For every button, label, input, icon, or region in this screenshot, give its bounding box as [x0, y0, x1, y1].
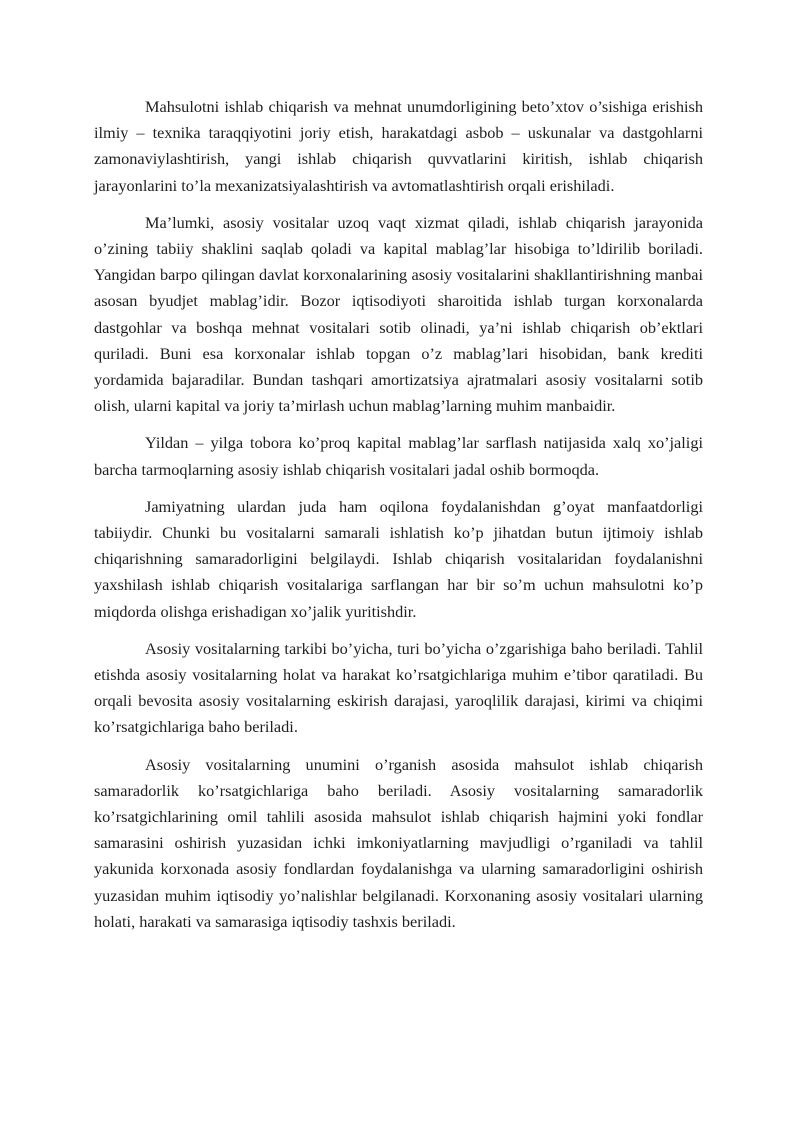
paragraph-2: Ma’lumki, asosiy vositalar uzoq vaqt xizmat qiladi, ishlab chiqarish jarayonida o’zining tabiiy shaklini saqlab qoladi va kapital mablag’lar hisobiga to’ldirilib boriladi. Yangidan barpo qilingan davlat korxonalarining asosiy vositalarini shakllantirishning manbai asosan byudjet mablag’idir. Bozor iqtisodiyoti sharoitida ishlab turgan korxonalarda dastgohlar va boshqa mehnat vositalari sotib olinadi, ya’ni ishlab chiqarish ob’ektlari quriladi. Buni esa korxonalar ishlab topgan o’z mablag’lari hisobidan, bank krediti yordamida bajaradilar. Bundan tashqari amortizatsiya ajratmalari asosiy vositalarni sotib olish, ularni kapital va joriy ta’mirlash uchun mablag’larning muhim manbaidir. — [94, 212, 703, 416]
paragraph-1: Mahsulotni ishlab chiqarish va mehnat unumdorligining beto’xtov o’sishiga erishish ilmiy – texnika taraqqiyotini joriy etish, harakatdagi asbob – uskunalar va dastgohlarni zamonaviylashtirish, yangi ishlab chiqarish quvvatlarini kiritish, ishlab chiqarish jarayonlarini to’la mexanizatsiyalashtirish va avtomatlashtirish orqali erishiladi. — [94, 97, 703, 195]
paragraph-5: Asosiy vositalarning tarkibi bo’yicha, turi bo’yicha o’zgarishiga baho beriladi. Tahlil etishda asosiy vositalarning holat va harakat ko’rsatgichlariga muhim e’tibor qaratiladi. Bu orqali bevosita asosiy vositalarning eskirish darajasi, yaroqlilik darajasi, kirimi va chiqimi ko’rsatgichlariga baho beriladi. — [94, 638, 703, 737]
paragraph-6: Asosiy vositalarning unumini o’rganish asosida mahsulot ishlab chiqarish samaradorlik ko’rsatgichlariga baho beriladi. Asosiy vositalarning samaradorlik ko’rsatgichlarining omil tahlili asosida mahsulot ishlab chiqarish hajmini yoki fondlar samarasini oshirish yuzasidan ichki imkoniyatlarning mavjudligi o’rganiladi va tahlil yakunida korxonada asosiy fondlardan foydalanishga va ularning samaradorligini oshirish yuzasidan muhim iqtisodiy yo’nalishlar belgilanadi. Korxonaning asosiy vositalari ularning holati, harakati va samarasiga iqtisodiy tashxis beriladi. — [94, 754, 703, 931]
paragraph-3: Yildan – yilga tobora ko’proq kapital mablag’lar sarflash natijasida xalq xo’jaligi barcha tarmoqlarning asosiy ishlab chiqarish vositalari jadal oshib bormoqda. — [94, 433, 703, 479]
paragraph-4: Jamiyatning ulardan juda ham oqilona foydalanishdan g’oyat manfaatdorligi tabiiydir. Chunki bu vositalarni samarali ishlatish ko’p jihatdan butun ijtimoiy ishlab chiqarishning samaradorligini belgilaydi. Ishlab chiqarish vositalaridan foydalanishni yaxshilash ishlab chiqarish vositalariga sarflangan har bir so’m uchun mahsulotni ko’p miqdorda olishga erishadigan xo’jalik yuritishdir. — [94, 496, 703, 621]
document-page — [94, 94, 703, 946]
